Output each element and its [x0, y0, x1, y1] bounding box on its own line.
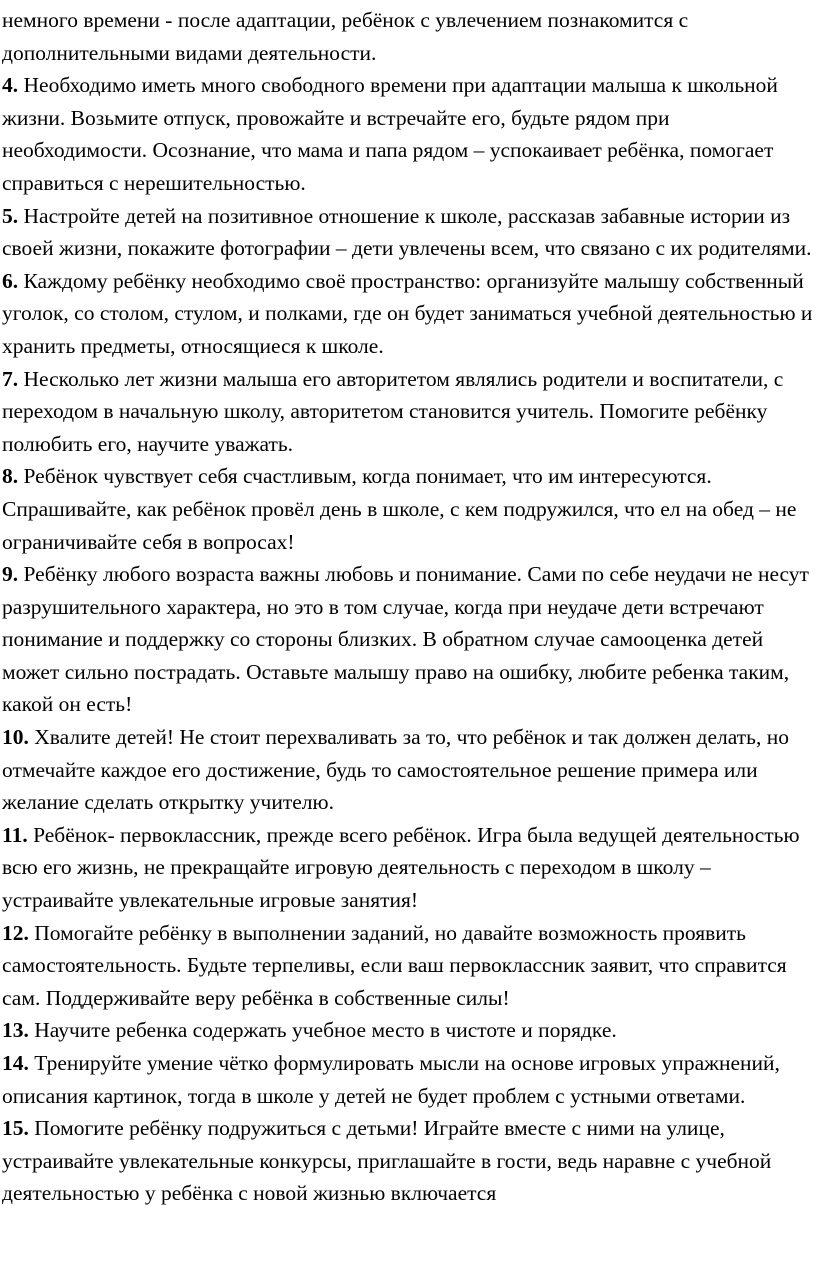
tip-number: 15.	[2, 1116, 29, 1141]
tip-item	[2, 69, 814, 199]
tip-text: Ребёнок чувствует себя счастливым, когда понимает, что им интересуются. Спрашивайте, как ребёнок провёл день в школе, с кем подружился, что ел на обед – не ограничивайте себя в вопросах!	[2, 464, 797, 554]
tip-item	[2, 1047, 814, 1112]
tip-item	[2, 558, 814, 721]
tip-number: 4.	[2, 73, 19, 98]
tip-item	[2, 721, 814, 819]
tip-text: Тренируйте умение чётко формулировать мысли на основе игровых упражнений, описания картинок, тогда в школе у детей не будет проблем с устными ответами.	[2, 1051, 780, 1108]
tip-number: 9.	[2, 562, 19, 587]
tip-number: 10.	[2, 725, 29, 750]
tip-number: 13.	[2, 1018, 29, 1043]
tip-number: 5.	[2, 203, 19, 228]
tip-item	[2, 917, 814, 1015]
tip-item	[2, 1112, 814, 1210]
tip-number: 12.	[2, 920, 29, 945]
intro-paragraph: немного времени - после адаптации, ребёнок с увлечением познакомится с дополнительными видами деятельности.	[2, 8, 689, 65]
tip-number: 11.	[2, 822, 28, 847]
tip-number: 8.	[2, 464, 19, 489]
tip-item	[2, 1014, 814, 1047]
tip-text: Научите ребенка содержать учебное место в чистоте и порядке.	[34, 1018, 617, 1043]
tip-number: 14.	[2, 1051, 29, 1075]
document-page	[2, 4, 814, 1210]
tip-text: Несколько лет жизни малыша его авторитетом являлись родители и воспитатели, с переходом в начальную школу, авторитетом становится учитель. Помогите ребёнку полюбить его, научите уважать.	[2, 366, 784, 456]
tip-item	[2, 265, 814, 363]
tip-number: 7.	[2, 366, 19, 391]
tip-number: 6.	[2, 268, 19, 293]
tip-text: Ребёнку любого возраста важны любовь и понимание. Сами по себе неудачи не несут разрушительного характера, но это в том случае, когда при неудаче дети встречают понимание и поддержку со стороны близких. В обратном случае самооценка детей может сильно пострадать. Оставьте малышу право на ошибку, любите ребенка таким, какой он есть!	[2, 562, 809, 717]
tip-text: Каждому ребёнку необходимо своё пространство: организуйте малышу собственный уголок, со столом, стулом, и полками, где он будет заниматься учебной деятельностью и хранить предметы, относящиеся к школе.	[2, 268, 813, 358]
tip-item	[2, 363, 814, 461]
tip-item	[2, 819, 814, 917]
tip-text: Настройте детей на позитивное отношение к школе, рассказав забавные истории из своей жизни, покажите фотографии – дети увлечены всем, что связано с их родителями.	[2, 203, 812, 261]
tip-text: Хвалите детей! Не стоит перехваливать за то, что ребёнок и так должен делать, но отмечайте каждое его достижение, будь то самостоятельное решение примера или желание сделать открытку учителю.	[2, 725, 789, 815]
tip-item	[2, 200, 814, 265]
tip-text: Ребёнок- первоклассник, прежде всего ребёнок. Игра была ведущей деятельностью всю его жизнь, не прекращайте игровую деятельность с переходом в школу – устраивайте увлекательные игровые занятия!	[2, 822, 800, 913]
tip-text: Помогите ребёнку подружиться с детьми! Играйте вместе с ними на улице, устраивайте увлекательные конкурсы, приглашайте в гости, ведь наравне с учебной деятельностью у ребёнка с новой жизнью включается	[2, 1116, 772, 1206]
tip-item	[2, 460, 814, 558]
tip-text: Необходимо иметь много свободного времени при адаптации малыша к школьной жизни. Возьмите отпуск, провожайте и встречайте его, будьте рядом при необходимости. Осознание, что мама и папа рядом – успокаивает ребёнка, помогает справиться с нерешительностью.	[2, 73, 778, 195]
tip-text: Помогайте ребёнку в выполнении заданий, но давайте возможность проявить самостоятельность. Будьте терпеливы, если ваш первоклассник заявит, что справится сам. Поддерживайте веру ребёнка в собственные силы!	[2, 920, 787, 1010]
